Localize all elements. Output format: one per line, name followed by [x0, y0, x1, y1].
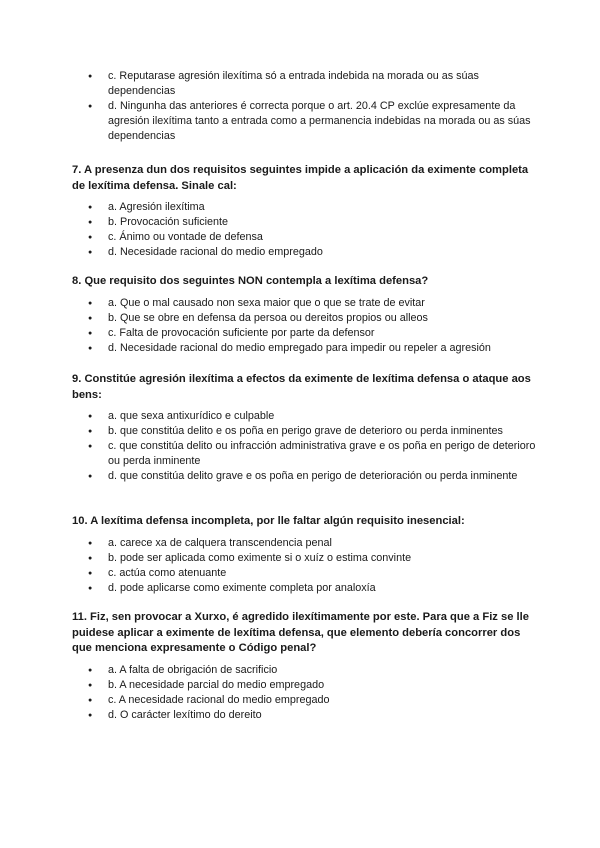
option-c: ● c. actúa como atenuante: [72, 566, 542, 581]
option-a: ● a. carece xa de calquera transcendencia penal: [72, 536, 542, 551]
option-b: ● b. A necesidade parcial do medio empregado: [72, 678, 542, 693]
question-title: 9. Constitúe agresión ilexítima a efectos da eximente de lexítima defensa o ataque aos bens:: [72, 373, 531, 401]
option-b: ● b. Que se obre en defensa da persoa ou dereitos propios ou alleos: [72, 311, 542, 326]
option-c: ● c. Ánimo ou vontade de defensa: [72, 230, 542, 245]
question-title: 11. Fiz, sen provocar a Xurxo, é agredido ilexítimamente por este. Para que a Fiz se lle puidese aplicar a eximente de lexítima defensa, que elemento debería concorrer dos que menciona expresamente o Código penal?: [72, 611, 529, 654]
option-d: ● d. pode aplicarse como eximente completa por analoxía: [72, 581, 542, 596]
question-title: 10. A lexítima defensa incompleta, por lle faltar algún requisito inesencial:: [72, 515, 465, 527]
question-title: 7. A presenza dun dos requisitos seguintes impide a aplicación da eximente completa de lexítima defensa. Sinale cal:: [72, 164, 529, 192]
option-d: ● d. Necesidade racional do medio empregado: [72, 245, 542, 260]
option-list: [72, 536, 542, 596]
option-b: ● b. pode ser aplicada como eximente si o xuíz o estima convinte: [72, 551, 542, 566]
option-b: ● b. Provocación suficiente: [72, 215, 542, 230]
option-d: ● d. que constitúa delito grave e os poña en perigo de deterioración ou perda inminente: [72, 469, 542, 484]
question-6-continued: [72, 69, 542, 144]
option-d: ● d. Necesidade racional do medio empregado para impedir ou repeler a agresión: [72, 341, 542, 356]
option-b: ● b. que constitúa delito e os poña en perigo grave de deterioro ou perda inminentes: [72, 424, 542, 439]
option-a: ● a. Que o mal causado non sexa maior que o que se trate de evitar: [72, 296, 542, 311]
option-d: ● d. O carácter lexítimo do dereito: [72, 708, 542, 723]
question-10: [72, 514, 542, 596]
option-a: ● a. que sexa antixurídico e culpable: [72, 409, 542, 424]
option-c: ● c. que constitúa delito ou infracción administrativa grave e os poña en perigo de deterioro ou perda inminente: [72, 439, 542, 469]
option-list: [72, 663, 542, 723]
question-8: [72, 274, 542, 356]
question-title: 8. Que requisito dos seguintes NON contempla a lexítima defensa?: [72, 275, 429, 287]
option-c: ● c. Falta de provocación suficiente por parte da defensor: [72, 326, 542, 341]
option-list: [72, 296, 542, 356]
question-7: [72, 163, 542, 260]
option-a: ● a. A falta de obrigación de sacrificio: [72, 663, 542, 678]
option-d: ● d. Ningunha das anteriores é correcta porque o art. 20.4 CP exclúe expresamente da agresión ilexítima tanto a entrada como a permanencia indebidas na morada ou as súas dependencias: [72, 99, 542, 144]
question-11: [72, 610, 542, 723]
question-9: [72, 372, 542, 484]
option-list: [72, 200, 542, 260]
option-c: ● c. A necesidade racional do medio empregado: [72, 693, 542, 708]
option-c: ● c. Reputarase agresión ilexítima só a entrada indebida na morada ou as súas dependencias: [72, 69, 542, 99]
option-list: [72, 409, 542, 484]
option-a: ● a. Agresión ilexítima: [72, 200, 542, 215]
option-list: [72, 69, 542, 144]
